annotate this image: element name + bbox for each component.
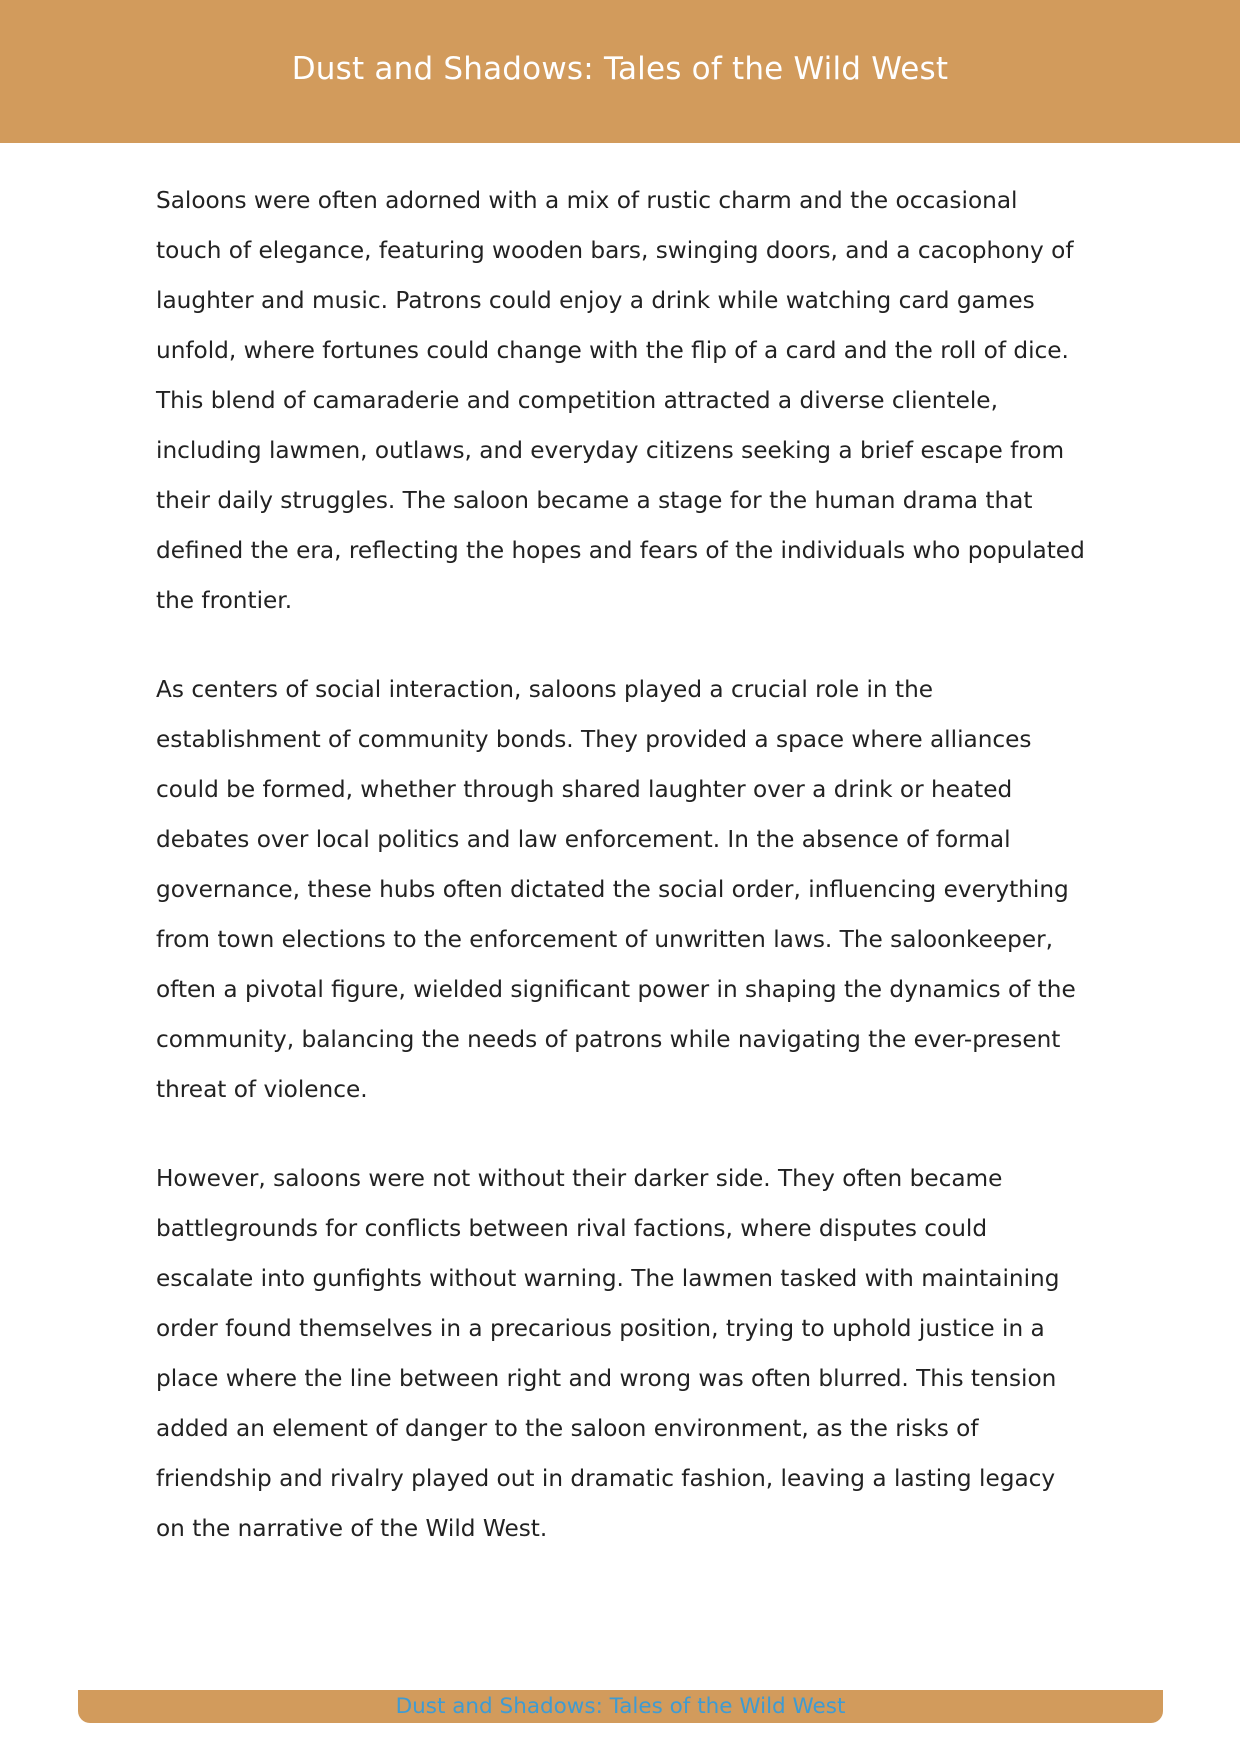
paragraph-community-bonds: As centers of social interaction, saloons played a crucial role in the establishment of community bonds. They provided a space where alliances could be formed, whether through shared laughter over a drink or heated debates over local politics and law enforcement. In the absence of formal governance, these hubs often dictated the social order, influencing everything from town elections to the enforcement of unwritten laws. The saloonkeeper, often a pivotal figure, wielded significant power in shaping the dynamics of the community, balancing the needs of patrons while navigating the ever-present threat of violence. <box>156 676 1076 1103</box>
paragraph-saloon-atmosphere: Saloons were often adorned with a mix of rustic charm and the occasional touch of elegance, featuring wooden bars, swinging doors, and a cacophony of laughter and music. Patrons could enjoy a drink while watching card games unfold, where fortunes could change with the flip of a card and the roll of dice. This blend of camaraderie and competition attracted a diverse clientele, including lawmen, outlaws, and everyday citizens seeking a brief escape from their daily struggles. The saloon became a stage for the human drama that defined the era, reflecting the hopes and fears of the individuals who populated the frontier. <box>156 187 1085 614</box>
page-header <box>0 0 1240 143</box>
page-footer <box>78 1690 1163 1723</box>
footer-title: Dust and Shadows: Tales of the Wild West <box>395 1694 846 1719</box>
article-body <box>156 176 1086 1593</box>
page-title: Dust and Shadows: Tales of the Wild West <box>291 50 949 87</box>
paragraph-darker-side: However, saloons were not without their darker side. They often became battlegrounds for conflicts between rival factions, where disputes could escalate into gunfights without warning. The lawmen tasked with maintaining order found themselves in a precarious position, trying to uphold justice in a place where the line between right and wrong was often blurred. This tension added an element of danger to the saloon environment, as the risks of friendship and rivalry played out in dramatic fashion, leaving a lasting legacy on the narrative of the Wild West. <box>156 1165 1060 1542</box>
